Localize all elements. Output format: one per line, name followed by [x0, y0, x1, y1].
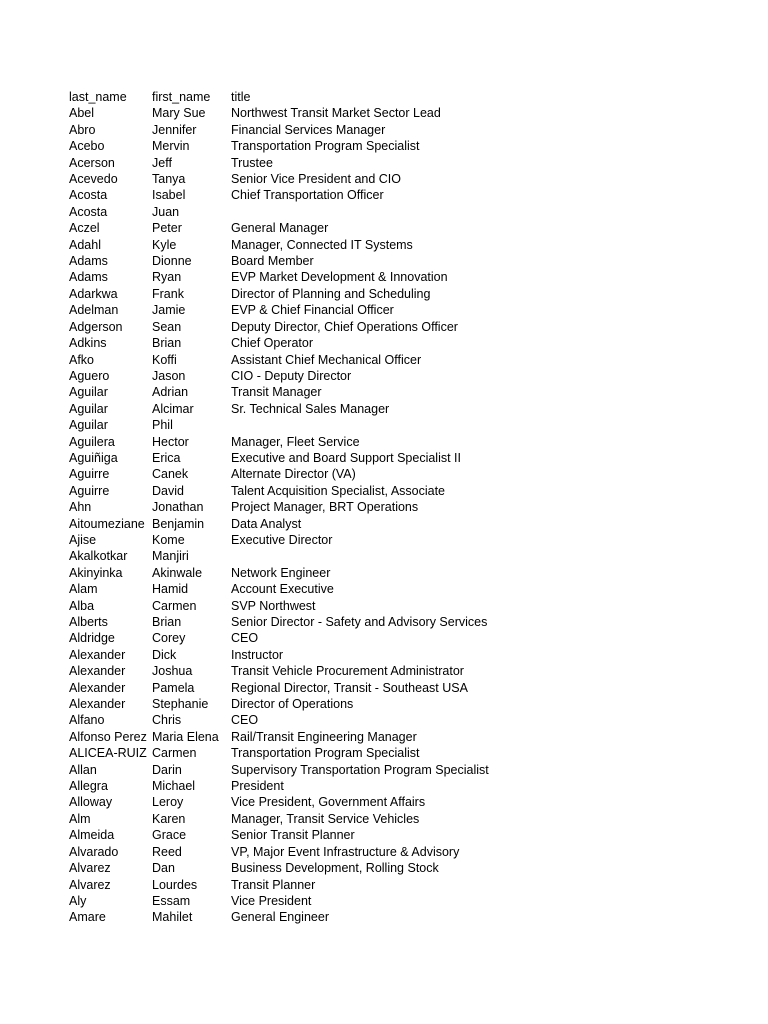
- cell-title: Rail/Transit Engineering Manager: [231, 729, 417, 744]
- cell-title: Manager, Fleet Service: [231, 434, 360, 449]
- cell-last-name: Aguilera: [69, 434, 115, 449]
- cell-title: Transportation Program Specialist: [231, 746, 420, 761]
- cell-first-name: Juan: [152, 204, 180, 219]
- table-row: [69, 614, 531, 630]
- cell-title: Vice President: [231, 893, 312, 908]
- cell-first-name: Darin: [152, 762, 182, 777]
- table-row: [69, 352, 531, 368]
- cell-last-name: Aguero: [69, 368, 110, 383]
- table-row: [69, 729, 531, 745]
- cell-last-name: Amare: [69, 910, 106, 925]
- cell-first-name: Brian: [152, 615, 182, 629]
- cell-first-name: Jason: [152, 368, 186, 383]
- cell-last-name: Acevedo: [69, 172, 118, 187]
- cell-last-name: Adahl: [69, 237, 101, 252]
- cell-last-name: Adelman: [69, 303, 119, 318]
- cell-first-name: Joshua: [152, 664, 193, 679]
- table-row: [69, 187, 531, 203]
- cell-last-name: Alvarez: [69, 861, 111, 876]
- cell-first-name: Karen: [152, 811, 186, 826]
- cell-first-name: Erica: [152, 450, 181, 465]
- cell-title: CIO - Deputy Director: [231, 368, 352, 383]
- cell-first-name: Benjamin: [152, 516, 205, 531]
- cell-last-name: Alexander: [69, 647, 126, 662]
- cell-first-name: Dan: [152, 861, 175, 876]
- cell-first-name: Canek: [152, 467, 189, 482]
- cell-first-name: Akinwale: [152, 565, 203, 580]
- cell-first-name: Reed: [152, 844, 182, 859]
- table-row: [69, 630, 531, 646]
- cell-last-name: Alberts: [69, 615, 108, 629]
- cell-first-name: Leroy: [152, 795, 184, 810]
- cell-title: Senior Director - Safety and Advisory Services: [231, 615, 488, 629]
- table-row: [69, 105, 531, 121]
- cell-first-name: Mervin: [152, 139, 190, 154]
- cell-first-name: Adrian: [152, 385, 189, 400]
- cell-title: CEO: [231, 631, 259, 646]
- cell-first-name: Stephanie: [152, 697, 209, 712]
- table-row: [69, 499, 531, 515]
- table-row: [69, 696, 531, 712]
- cell-title: General Engineer: [231, 910, 329, 925]
- table-row: [69, 237, 531, 253]
- table-row: [69, 286, 531, 302]
- cell-first-name: Manjiri: [152, 549, 189, 564]
- cell-last-name: Adams: [69, 270, 108, 285]
- table-row: [69, 384, 531, 400]
- cell-first-name: Carmen: [152, 746, 197, 761]
- cell-title: Executive Director: [231, 532, 333, 547]
- cell-title: Transit Manager: [231, 385, 322, 400]
- table-row: [69, 138, 531, 154]
- cell-title: Transportation Program Specialist: [231, 139, 420, 154]
- cell-last-name: Alm: [69, 811, 91, 826]
- cell-title: SVP Northwest: [231, 598, 316, 613]
- table-row: [69, 762, 531, 778]
- table-row: [69, 466, 531, 482]
- cell-title: EVP Market Development & Innovation: [231, 270, 448, 285]
- cell-last-name: Adarkwa: [69, 286, 118, 301]
- cell-title: Deputy Director, Chief Operations Officer: [231, 319, 458, 334]
- table-row: [69, 844, 531, 860]
- cell-first-name: Hamid: [152, 582, 189, 597]
- cell-title: Trustee: [231, 155, 273, 170]
- table-row: [69, 155, 531, 171]
- cell-title: [231, 204, 531, 220]
- table-row: [69, 893, 531, 909]
- column-header-first-name: first_name: [152, 90, 211, 104]
- cell-title: Senior Transit Planner: [231, 828, 355, 843]
- cell-last-name: Acosta: [69, 204, 108, 219]
- table-row: [69, 335, 531, 351]
- table-body: [69, 105, 531, 925]
- cell-title: Financial Services Manager: [231, 122, 386, 137]
- table-row: [69, 302, 531, 318]
- table-row: [69, 778, 531, 794]
- cell-last-name: Allegra: [69, 779, 108, 794]
- cell-last-name: Alvarado: [69, 844, 119, 859]
- cell-last-name: Aitoumeziane: [69, 516, 145, 531]
- cell-first-name: Sean: [152, 319, 182, 334]
- cell-last-name: Almeida: [69, 828, 115, 843]
- cell-first-name: Jennifer: [152, 122, 197, 137]
- cell-title: President: [231, 779, 284, 794]
- cell-last-name: Alfonso Perez: [69, 729, 147, 744]
- cell-last-name: Aguirre: [69, 467, 110, 482]
- table-row: [69, 860, 531, 876]
- cell-first-name: Mahilet: [152, 910, 193, 925]
- cell-first-name: Peter: [152, 221, 182, 236]
- table-row: [69, 269, 531, 285]
- cell-title: Chief Operator: [231, 336, 313, 351]
- cell-first-name: Jonathan: [152, 500, 204, 515]
- cell-title: Instructor: [231, 647, 284, 662]
- cell-title: [231, 417, 531, 433]
- cell-title: Regional Director, Transit - Southeast USA: [231, 680, 468, 695]
- table-row: [69, 434, 531, 450]
- cell-last-name: Aguirre: [69, 483, 110, 498]
- table-row: [69, 450, 531, 466]
- cell-title: Data Analyst: [231, 516, 302, 531]
- cell-title: Senior Vice President and CIO: [231, 172, 402, 187]
- cell-last-name: Adgerson: [69, 319, 123, 334]
- cell-title: [231, 548, 531, 564]
- cell-last-name: Akinyinka: [69, 565, 123, 580]
- table-row: [69, 171, 531, 187]
- table-row: [69, 877, 531, 893]
- cell-last-name: Adkins: [69, 336, 107, 351]
- cell-last-name: Ahn: [69, 500, 92, 515]
- cell-first-name: Jamie: [152, 303, 186, 318]
- cell-title: Supervisory Transportation Program Specialist: [231, 762, 489, 777]
- cell-first-name: Dick: [152, 647, 177, 662]
- cell-first-name: Essam: [152, 893, 191, 908]
- cell-title: Business Development, Rolling Stock: [231, 861, 439, 876]
- table-row: [69, 417, 531, 433]
- cell-last-name: Acerson: [69, 155, 115, 170]
- cell-title: Sr. Technical Sales Manager: [231, 401, 390, 416]
- cell-title: Manager, Transit Service Vehicles: [231, 811, 420, 826]
- cell-first-name: Alcimar: [152, 401, 194, 416]
- cell-first-name: Chris: [152, 713, 182, 728]
- table-row: [69, 516, 531, 532]
- cell-title: General Manager: [231, 221, 329, 236]
- cell-title: Director of Operations: [231, 697, 354, 712]
- table-row: [69, 368, 531, 384]
- cell-title: VP, Major Event Infrastructure & Advisory: [231, 844, 460, 859]
- table-row: [69, 647, 531, 663]
- cell-title: Assistant Chief Mechanical Officer: [231, 352, 422, 367]
- contact-table: [69, 89, 531, 926]
- cell-last-name: Acebo: [69, 139, 105, 154]
- cell-last-name: Alba: [69, 598, 95, 613]
- cell-last-name: Alfano: [69, 713, 105, 728]
- cell-title: Talent Acquisition Specialist, Associate: [231, 483, 446, 498]
- cell-first-name: Isabel: [152, 188, 186, 203]
- cell-first-name: Carmen: [152, 598, 197, 613]
- cell-title: EVP & Chief Financial Officer: [231, 303, 394, 318]
- cell-first-name: Brian: [152, 336, 182, 351]
- table-row: [69, 909, 531, 925]
- column-header-last-name: last_name: [69, 90, 127, 104]
- cell-first-name: Mary Sue: [152, 106, 206, 121]
- cell-first-name: Ryan: [152, 270, 182, 285]
- table-row: [69, 565, 531, 581]
- cell-first-name: Tanya: [152, 172, 186, 187]
- cell-title: Transit Planner: [231, 877, 316, 892]
- table-row: [69, 122, 531, 138]
- cell-title: Manager, Connected IT Systems: [231, 237, 413, 252]
- table-row: [69, 548, 531, 564]
- table-row: [69, 598, 531, 614]
- table-row: [69, 319, 531, 335]
- cell-title: Northwest Transit Market Sector Lead: [231, 106, 441, 121]
- cell-last-name: Aguilar: [69, 385, 108, 400]
- cell-last-name: Aguilar: [69, 418, 108, 433]
- cell-first-name: Dionne: [152, 254, 192, 269]
- table-row: [69, 745, 531, 761]
- cell-last-name: Adams: [69, 254, 108, 269]
- cell-first-name: Maria Elena: [152, 729, 219, 744]
- cell-title: Vice President, Government Affairs: [231, 795, 426, 810]
- cell-last-name: Afko: [69, 352, 95, 367]
- cell-first-name: Pamela: [152, 680, 195, 695]
- cell-first-name: Grace: [152, 828, 187, 843]
- table-row: [69, 581, 531, 597]
- cell-last-name: Acosta: [69, 188, 108, 203]
- cell-last-name: Alexander: [69, 680, 126, 695]
- column-header-title: title: [231, 90, 251, 104]
- cell-first-name: Frank: [152, 286, 184, 301]
- cell-last-name: Alloway: [69, 795, 113, 810]
- table-row: [69, 811, 531, 827]
- cell-title: Chief Transportation Officer: [231, 188, 384, 203]
- cell-last-name: Aguilar: [69, 401, 108, 416]
- cell-last-name: Allan: [69, 762, 97, 777]
- cell-first-name: Jeff: [152, 155, 172, 170]
- cell-title: Alternate Director (VA): [231, 467, 356, 482]
- cell-first-name: Michael: [152, 779, 196, 794]
- table-row: [69, 401, 531, 417]
- cell-last-name: Alvarez: [69, 877, 111, 892]
- cell-title: Account Executive: [231, 582, 334, 597]
- cell-first-name: Koffi: [152, 352, 177, 367]
- cell-title: Board Member: [231, 254, 314, 269]
- table-row: [69, 220, 531, 236]
- cell-first-name: Phil: [152, 418, 173, 433]
- table-row: [69, 794, 531, 810]
- cell-last-name: Ajise: [69, 532, 97, 547]
- cell-last-name: Aldridge: [69, 631, 115, 646]
- header-row: [69, 89, 531, 105]
- cell-first-name: David: [152, 483, 184, 498]
- table-row: [69, 253, 531, 269]
- cell-last-name: Akalkotkar: [69, 549, 128, 564]
- cell-last-name: Abro: [69, 122, 96, 137]
- cell-title: Project Manager, BRT Operations: [231, 500, 419, 515]
- table-row: [69, 532, 531, 548]
- cell-first-name: Lourdes: [152, 877, 198, 892]
- cell-first-name: Kyle: [152, 237, 177, 252]
- table-row: [69, 204, 531, 220]
- cell-last-name: Aguiñiga: [69, 450, 118, 465]
- table-row: [69, 712, 531, 728]
- cell-last-name: ALICEA-RUIZ: [69, 746, 147, 761]
- cell-title: Transit Vehicle Procurement Administrator: [231, 664, 464, 679]
- cell-title: Director of Planning and Scheduling: [231, 286, 431, 301]
- cell-title: CEO: [231, 713, 259, 728]
- cell-last-name: Alexander: [69, 664, 126, 679]
- table-row: [69, 483, 531, 499]
- cell-title: Executive and Board Support Specialist II: [231, 450, 461, 465]
- cell-title: Network Engineer: [231, 565, 331, 580]
- table-row: [69, 680, 531, 696]
- cell-first-name: Hector: [152, 434, 189, 449]
- cell-last-name: Aczel: [69, 221, 100, 236]
- cell-first-name: Corey: [152, 631, 186, 646]
- cell-first-name: Kome: [152, 532, 185, 547]
- table-row: [69, 827, 531, 843]
- cell-last-name: Alam: [69, 582, 98, 597]
- cell-last-name: Abel: [69, 106, 95, 121]
- cell-last-name: Aly: [69, 893, 87, 908]
- cell-last-name: Alexander: [69, 697, 126, 712]
- table-row: [69, 663, 531, 679]
